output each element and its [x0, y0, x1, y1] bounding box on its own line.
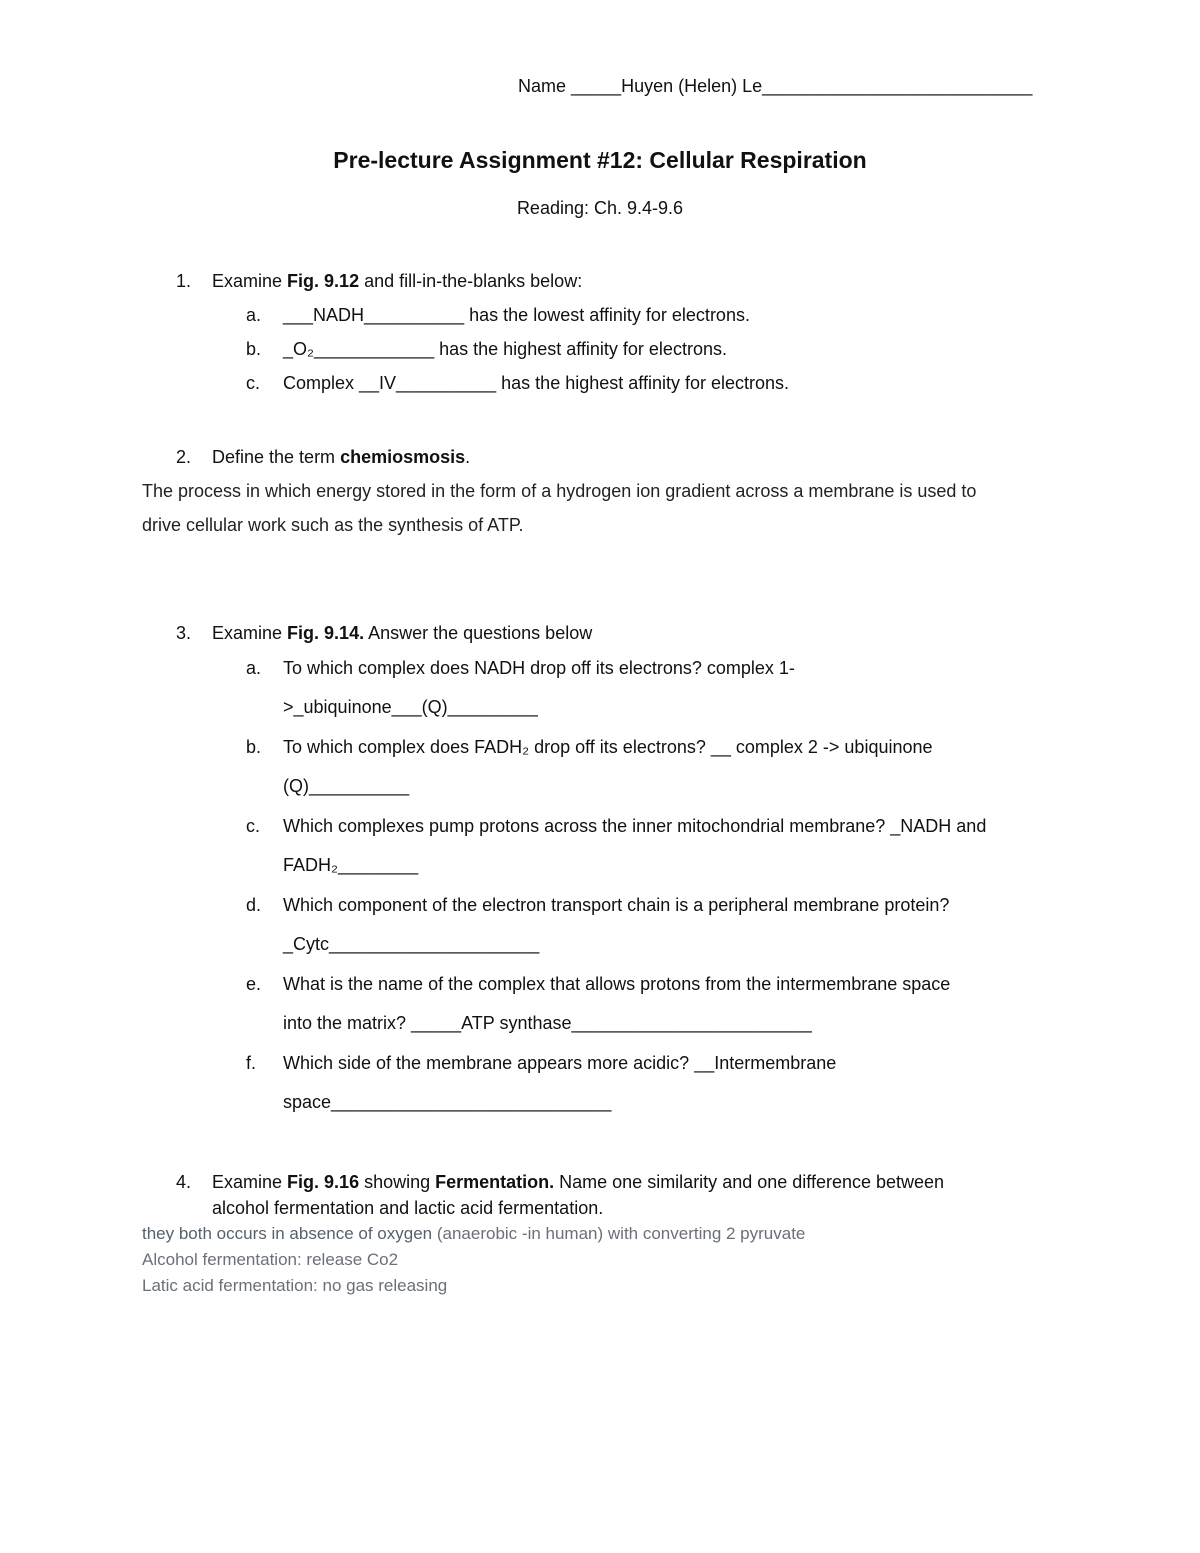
q2-answer-line-1: The process in which energy stored in the form of a hydrogen ion gradient across a membrane is used to	[142, 481, 977, 501]
item-letter: c.	[246, 816, 261, 836]
q3-item-d-line-1: Which component of the electron transport chain is a peripheral membrane protein?	[283, 895, 950, 915]
question-number: 3.	[176, 623, 192, 643]
q2-answer-line-2: drive cellular work such as the synthesis of ATP.	[142, 515, 524, 535]
item-letter: f.	[246, 1053, 257, 1073]
item-letter: a.	[246, 658, 262, 678]
q3-item-a-line-1: To which complex does NADH drop off its electrons? complex 1-	[283, 658, 795, 678]
q3-item-f-line-1: Which side of the membrane appears more acidic? __Intermembrane	[283, 1053, 837, 1073]
q3-item-e-line-2: into the matrix? _____ATP synthase________________________	[283, 1013, 812, 1033]
question-3-prompt: Examine Fig. 9.14. Answer the questions below	[212, 623, 593, 643]
q3-item-b-line-2: (Q)__________	[283, 776, 410, 796]
q3-item-a-line-2: >_ubiquinone___(Q)_________	[283, 697, 538, 717]
q3-item-c-line-2: FADH₂________	[283, 855, 419, 875]
question-number: 2.	[176, 447, 192, 467]
q4-answer-line-3: Latic acid fermentation: no gas releasing	[142, 1276, 448, 1295]
item-letter: e.	[246, 974, 262, 994]
item-letter: d.	[246, 895, 262, 915]
name-line: Name _____Huyen (Helen) Le___________________________	[518, 76, 1033, 96]
question-2-prompt: Define the term chemiosmosis.	[212, 447, 471, 467]
reading-line: Reading: Ch. 9.4-9.6	[516, 198, 684, 218]
item-letter: a.	[246, 305, 262, 325]
item-letter: c.	[246, 373, 261, 393]
question-number: 1.	[176, 271, 192, 291]
q4-answer-line-1: they both occurs in absence of oxygen (anaerobic -in human) with converting 2 pyruvate	[142, 1224, 806, 1243]
page-title: Pre-lecture Assignment #12: Cellular Respiration	[333, 147, 867, 173]
question-4-prompt-line-2: alcohol fermentation and lactic acid fermentation.	[212, 1198, 604, 1218]
q1-item-c: Complex __IV__________ has the highest affinity for electrons.	[283, 373, 789, 393]
question-4-prompt: Examine Fig. 9.16 showing Fermentation. Name one similarity and one difference between	[212, 1172, 945, 1192]
question-1-prompt: Examine Fig. 9.12 and fill-in-the-blanks below:	[212, 271, 583, 291]
q3-item-c-line-1: Which complexes pump protons across the inner mitochondrial membrane? _NADH and	[283, 816, 987, 836]
q3-item-b-line-1: To which complex does FADH₂ drop off its electrons? __ complex 2 -> ubiquinone	[283, 737, 933, 757]
item-letter: b.	[246, 339, 262, 359]
item-letter: b.	[246, 737, 262, 757]
q1-item-b: _O₂____________ has the highest affinity for electrons.	[283, 339, 727, 359]
q3-item-e-line-1: What is the name of the complex that allows protons from the intermembrane space	[283, 974, 951, 994]
q4-answer-line-2: Alcohol fermentation: release Co2	[142, 1250, 399, 1269]
q3-item-f-line-2: space____________________________	[283, 1092, 612, 1112]
question-number: 4.	[176, 1172, 192, 1192]
q3-item-d-line-2: _Cytc_____________________	[283, 934, 540, 954]
q1-item-a: ___NADH__________ has the lowest affinity for electrons.	[283, 305, 750, 325]
